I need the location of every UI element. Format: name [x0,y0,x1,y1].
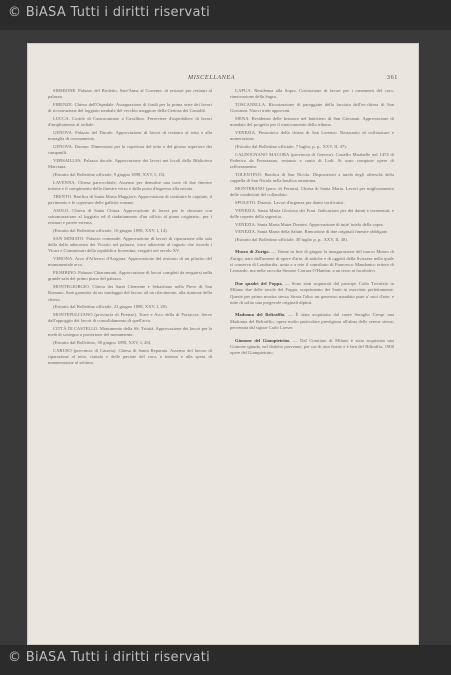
paragraph: GENOVA. Palazzo del Ducale. Approvazione di lavori di restauro al tetto e alla muraglia di coronamento. [48,130,212,142]
paragraph: SPOLETO. Duomo. Lavori d'urgenza per danni verificatisi. [235,200,345,205]
news-item-title: Museo di Zurigo. [235,249,270,255]
paragraph: (Estratto dal Bollettino ufficiale, 9 giugno 1898, XXV, I, 15). [53,172,166,177]
news-item [230,249,394,275]
watermark-bar-top [0,0,451,30]
paragraph: SAN MINIATO. Palazzo comunale. Approvazione di lavori di riparazione alla sala della dalla adiacenza dei Vicario nel palazzo, torre adiacente al tugurio che ricorda i Vicari e Commissari della repubblica fiorentina, eseguiti nel secolo XV. [48,235,212,254]
paragraph: CARUSO (provincia di Caserta). Chiesa di Santa Reparata. Assenso del lavoro di riparazione al tetto, riattato e delle paviate del coro, e interno e alla spesa di manutenzione al settimo. [48,347,212,366]
paragraph: MONTERANO (prov. di Ferrara). Chiesa di Santa Maria. Lavori per miglioramento delle condizioni del collaudato. [230,186,394,198]
paragraph: TOLENTINO. Basilica di San Nicola. Disposizioni a tutela degli affreschi della cappella di San Nicola nella basilica omonima. [230,172,394,184]
paragraph: VERONA. Arco d'Affresco d'Aragona. Approvazione del restauro di un pilastro del monumentale arco. [48,256,212,268]
paragraph: (Estratto dal Bollettino ufficiale, 16 giugno 1898, XXV, I, 14). [53,228,168,233]
paragraph: VERSAILLES. Palazzo ducale. Approvazione dei lavori nei locali della Biblioteca Marciana. [48,158,212,170]
paragraph: VENEZIA. Santa Maria Gloriosa dei Frari. Indicazioni per dei danni e tormentati, e delle coperte della sagrestia. [230,207,394,219]
news-item-title: Madonna del Beltraffio. [235,312,286,318]
paragraph: (Estratto dal Bollettino, 30 giugno 1898, XXV, I, 26). [53,340,152,345]
paragraph: GENOVA. Duomo. Dimensioni per la copertura del tetto e del giorno superiore dei campanili. [48,144,212,156]
paragraph: VENEZIA. Santa Maria della Salute. Rimozione di due originali finestre obbligate. [235,229,389,235]
left-column [48,88,212,368]
paragraph: PIOMBINO. Palazzo Chiaramonti. Approvazione di lavori completi da eseguirsi nella grande sala del primo piano del palazzo. [48,270,212,282]
paragraph: LAVENNA. Chiesa parrocchiale, Assenso per demolire una torre di due finestre interne e il compimento della finestre verso e della porta d'ingresso alla navata. [48,179,212,191]
paragraph: TOSCANELLA. Ricostruzione di pareggiate della facciata dell'ex-chiesa di San Giovanni. Nuovi tratti approvati. [230,102,394,114]
watermark-bar-bottom [0,645,451,675]
paragraph: MONTEPULCIANO (provincia di Firenze). Torre e Arco della di Portaccia. Serve dall'appoggio dei lavori di consolidamento di quell'arco. [48,312,212,324]
news-item-body: — È stata acquistata dal conte Seraglio Crespi una Madonna del Beltraffio, opera molto particolare prestigiosa all'alma delle serene stesse, pervenuta dal signor Carlo Loeser. [230,312,394,331]
paragraph: ASOLO. Chiesa di Santa Chiara. Approvazione di lavori per le chiusure con sottomurazione al loggiato ed il riadattamento d'un ufficio al piano originario, per i restauri e parete esterna. [48,207,212,226]
news-item-title: Due quadri del Foppa. [235,280,283,286]
paragraph: LUCCA. Cortile di Castracaniano a Cavallino. Ferroviere d'ospedaliere di lavori d'ampliamento al sediale. [48,116,212,128]
paragraph: VENEZIA. Pinacoteca della chiesa di San Lorenzo. Restaurato di cuffiarature e numerazione. [230,130,394,142]
paragraph: SIENA. Residenza delle Instance nel battistero di San Giovanni. Approvazione di mandato del progetto per il rinnovamento della tribuna. [230,116,394,128]
paragraph: (Estratto dal Bollettino ufficiale, 23 giugno 1898, XXV, I, 20). [53,304,168,310]
paragraph: CAPUA. Residenza alla Sopra. Costruzione di lavori per i ornamenti del coro, rinnovazione della Sagra. [230,88,394,100]
paragraph: CITTÀ DI CASTELLO. Monumento della SS. Trinità. Approvazione dei lavori per la metà di sostegno a protezione del monumento. [48,326,212,338]
news-item-body: — Venne in fine di giugno la inaugurazione del nuovo Museo di Zurigo, nato dall'unione di opere d'arte, di antiche e di oggetti della Svizzera nella quale si conserva di Lombardia, unita e a rete il contributo di Francesco Mandanico rettore di Leonardo, ma nella raccolta Simone Carrara O'Hanlon, a un terzo ai facoltativi. [230,249,394,274]
watermark-text-bottom: © BiASA Tutti i diritti riservati [8,650,211,665]
news-item-body: — Dal Comitato di Milano è stata acquistata una Giunone ignuda, nel dialetto parvenne, per cui di una fronte e è ben del Biltraffio, 1900 opere del Giampietrino. [230,337,394,356]
paragraph: TRENTO. Basilica di Santa Maria Maggiore. Approvazione di sostituire le capriate, il pavimento e le coperture delle gallerie romane. [48,193,212,205]
news-item [230,281,394,307]
paragraph: VENEZIA. Santa Maria Mater Domini. Approvazione di tutte' tutelo della capra. [235,221,384,227]
paragraph: SIRMIONE. Palazzo del Broletto, Sant'Anna al Corrente, di restauri per restauri al palazzo. [48,88,212,100]
page-header [48,74,398,86]
paragraph: MONTEGIORGIO. Chiesa dei Santi Clemente e Sebastiano nella Pieve di San Romano. Sarà garantita da un sondaggio del lavoro ad un rifacimento, alla riunione della chiesa. [48,284,212,302]
watermark-text-top: © BiASA Tutti i diritti riservati [8,5,211,20]
paragraph: (Estratto dal Bollettino ufficiale, 30 luglio p. p., XXV, II, 48). [235,236,348,242]
news-item [230,312,394,331]
paragraph: FIRENZE. Chiesa dell'Ospedale. Assegnazione di fondi per la prima serie dei lavori di ricostruzione del loggiato tombale del vecchio maggiore della Certosa dei Gastaldi. [48,102,212,114]
paragraph: (Estratto dal Bollettino ufficiale, 7 luglio, p. p., XXV, II, 47). [235,144,347,149]
page-number: 361 [386,74,398,81]
document-page [28,44,418,644]
right-column [230,88,394,358]
news-item-title: Giunone del Giampietrino. [235,337,291,343]
news-item [230,338,394,357]
running-head: MISCELLANEA [188,74,236,81]
news-item-body: — Sono stati acquistati dal principe Carlo Trivulzio in Milano due delle tavole del Foppa, scoprimento dei Santi in esercitati perfettamente. Queste per primo mostra stesso Storia l'altro un generoso mandato pure a' suoi d'arte, e tutte di solito una pregevole originali dipinti. [230,280,394,306]
paragraph: CALDOGNANO MACORA (provincia di Genova). Castello Mirabelle nel 1474 di Federico da Ferrazzano, restauro a conto di Lodi. Si sono compiute opere di rafforzamento. [230,151,394,170]
